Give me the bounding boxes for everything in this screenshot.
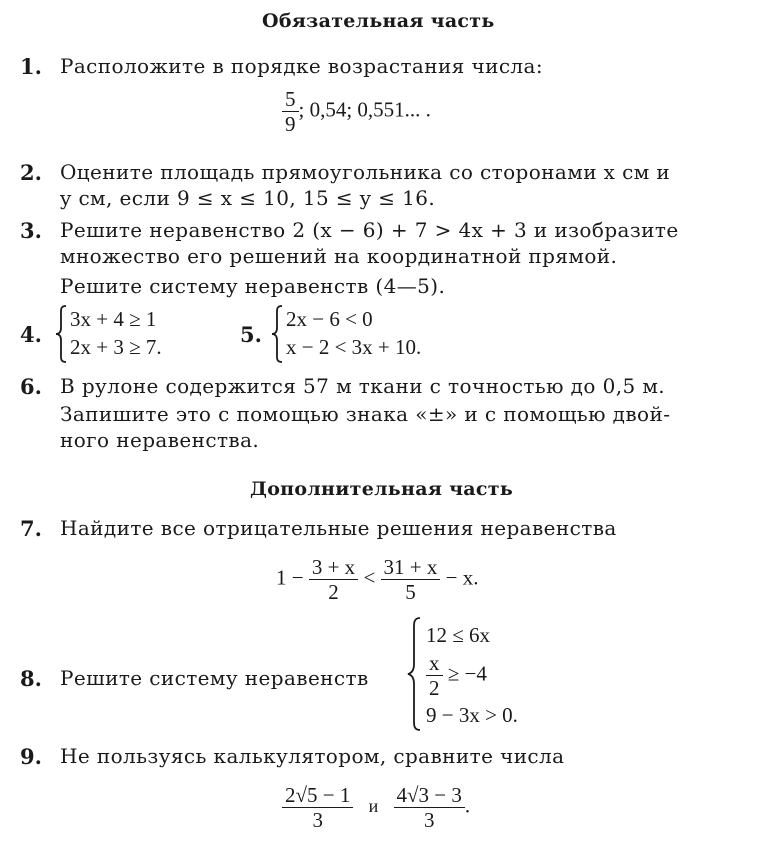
- task-4-brace: [54, 304, 68, 364]
- task-3-line-1: Решите неравенство 2 (x − 6) + 7 > 4x + 3 и изобразите: [60, 218, 679, 242]
- task-2-number: 2.: [20, 160, 42, 185]
- task-9-fraction-1-numerator: 2√5 − 1: [282, 784, 353, 808]
- task-7-operator: <: [363, 565, 376, 590]
- task-1-fraction-denominator: 9: [285, 112, 296, 137]
- task-6-number: 6.: [20, 374, 42, 399]
- extra-section-title: Дополнительная часть: [250, 478, 514, 500]
- task-5-brace: [270, 304, 284, 364]
- task-8-equation-2-fraction: [426, 652, 443, 699]
- task-7-fraction-1-numerator: 3 + x: [309, 556, 358, 580]
- task-5-equation-1: 2x − 6 < 0: [286, 307, 373, 331]
- task-7-fraction-2-numerator: 31 + x: [381, 556, 441, 580]
- task-8-fraction-numerator: x: [426, 652, 443, 676]
- task-1-text: Расположите в порядке возрастания числа:: [60, 54, 543, 78]
- task-4-equation-2: 2x + 3 ≥ 7.: [70, 335, 162, 359]
- task-5-equation-2: x − 2 < 3x + 10.: [286, 335, 422, 359]
- task-1-fraction-numerator: 5: [282, 88, 299, 112]
- task-6-line-2: Запишите это с помощью знака «±» и с помощью двой-: [60, 402, 671, 426]
- task-8-brace: [406, 616, 422, 732]
- task-3-line-3: Решите систему неравенств (4—5).: [60, 274, 446, 298]
- task-8-number: 8.: [20, 666, 42, 691]
- task-2-line-1: Оцените площадь прямоугольника со сторонами x см и: [60, 160, 671, 184]
- task-9-text: Не пользуясь калькулятором, сравните числа: [60, 744, 565, 768]
- task-7-inequality: [276, 556, 478, 603]
- task-8-equation-2: [426, 652, 487, 699]
- task-9-comparison: [282, 784, 470, 831]
- task-3-number: 3.: [20, 218, 42, 243]
- task-9-fraction-1: [282, 784, 353, 831]
- task-7-text: Найдите все отрицательные решения неравенства: [60, 516, 617, 540]
- task-1-numbers: [282, 88, 431, 135]
- task-8-equation-2-rest: ≥ −4: [447, 661, 487, 686]
- task-9-and: и: [368, 796, 379, 817]
- mandatory-section-title: Обязательная часть: [262, 10, 495, 32]
- task-1-number: 1.: [20, 54, 42, 79]
- task-1-fraction: [282, 88, 299, 135]
- task-7-lead: 1 −: [276, 565, 304, 590]
- task-9-fraction-2: [394, 784, 465, 831]
- task-2-line-2: y см, если 9 ≤ x ≤ 10, 15 ≤ y ≤ 16.: [60, 186, 436, 210]
- task-4-equation-1: 3x + 4 ≥ 1: [70, 307, 157, 331]
- task-7-number: 7.: [20, 516, 42, 541]
- task-9-fraction-2-numerator: 4√3 − 3: [394, 784, 465, 808]
- task-6-line-3: ного неравенства.: [60, 428, 260, 452]
- task-7-fraction-2: [381, 556, 441, 603]
- task-6-line-1: В рулоне содержится 57 м ткани с точностью до 0,5 м.: [60, 374, 666, 398]
- task-7-fraction-1-denominator: 2: [328, 580, 339, 605]
- task-9-fraction-1-denominator: 3: [312, 808, 323, 833]
- task-4-number: 4.: [20, 322, 42, 347]
- task-5-number: 5.: [240, 322, 262, 347]
- task-9-fraction-2-denominator: 3: [423, 808, 435, 833]
- task-8-equation-3: 9 − 3x > 0.: [426, 703, 518, 727]
- task-9-tail: .: [464, 793, 471, 818]
- task-7-tail: − x.: [445, 565, 479, 590]
- task-8-text: Решите систему неравенств: [60, 666, 369, 690]
- task-7-fraction-2-denominator: 5: [405, 580, 416, 605]
- task-9-number: 9.: [20, 744, 42, 769]
- task-1-rest: ; 0,54; 0,551... .: [298, 97, 431, 122]
- task-3-line-2: множество его решений на координатной прямой.: [60, 244, 618, 268]
- task-8-equation-1: 12 ≤ 6x: [426, 623, 491, 647]
- task-7-fraction-1: [309, 556, 358, 603]
- task-8-fraction-denominator: 2: [429, 676, 440, 701]
